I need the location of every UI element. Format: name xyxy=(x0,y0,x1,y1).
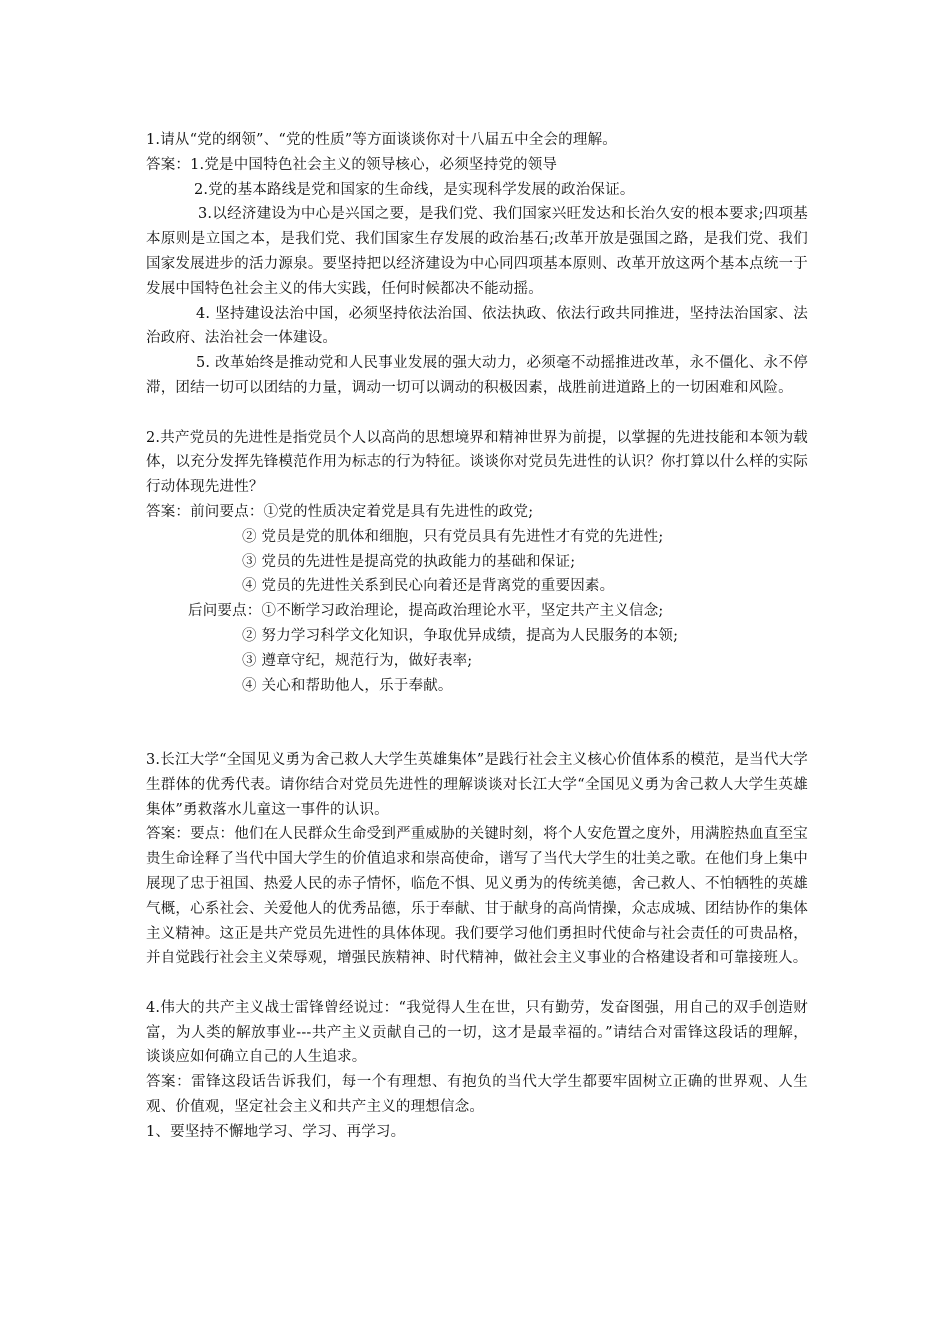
question-2-front-point-3: ③ 党员的先进性是提高党的执政能力的基础和保证; xyxy=(242,553,576,570)
question-4: 4.伟大的共产主义战士雷锋曾经说过：“我觉得人生在世，只有勤劳，发奋图强，用自己的双手创造财富，为人类的解放事业---共产主义贡献自己的一切，这才是最幸福的。”请结合对雷锋这段话的理解，谈谈应如何确立自己的人生追求。 xyxy=(146,999,808,1066)
spacer xyxy=(146,971,808,996)
question-2-back-point-3: ③ 遵章守纪，规范行为，做好表率; xyxy=(242,652,473,669)
question-2-back-point-2: ② 努力学习科学文化知识，争取优异成绩，提高为人民服务的本领; xyxy=(242,627,679,644)
question-1-answer-5: 5. 改革始终是推动党和人民事业发展的强大动力，必须毫不动摇推进改革，永不僵化、永不停滞，团结一切可以团结的力量，调动一切可以调动的积极因素，战胜前进道路上的一切困难和风险。 xyxy=(146,355,808,396)
question-1-answer-1: 答案：1.党是中国特色社会主义的领导核心，必须坚持党的领导 xyxy=(146,156,558,173)
question-1: 1.请从“党的纲领”、“党的性质”等方面谈谈你对十八届五中全会的理解。 xyxy=(146,132,617,148)
question-1-answer-4: 4. 坚持建设法治中国，必须坚持依法治国、依法执政、依法行政共同推进，坚持法治国家、法治政府、法治社会一体建设。 xyxy=(146,305,808,347)
spacer xyxy=(146,698,808,748)
question-2: 2.共产党员的先进性是指党员个人以高尚的思想境界和精神世界为前提，以掌握的先进技能和本领为载体，以充分发挥先锋模范作用为标志的行为特征。谈谈你对党员先进性的认识？你打算以什么样的实际行动体现先进性？ xyxy=(146,429,808,496)
question-3-answer: 答案：要点：他们在人民群众生命受到严重威胁的关键时刻，将个人安危置之度外，用满腔热血直至宝贵生命诠释了当代中国大学生的价值追求和崇高使命，谱写了当代大学生的壮美之歌。在他们身上集中展现了忠于祖国、热爱人民的赤子情怀，临危不惧、见义勇为的传统美德，舍己救人、不怕牺牲的英雄气概，心系社会、关爱他人的优秀品德，乐于奉献、甘于献身的高尚情操，众志成城、团结协作的集体主义精神。这正是共产党员先进性的具体体现。我们要学习他们勇担时代使命与社会责任的可贵品格，并自觉践行社会主义荣辱观，增强民族精神、时代精神，做社会主义事业的合格建设者和可靠接班人。 xyxy=(146,826,808,967)
question-1-answer-2: 2.党的基本路线是党和国家的生命线，是实现科学发展的政治保证。 xyxy=(194,181,635,198)
question-2-back-point-1: 后问要点：①不断学习政治理论，提高政治理论水平，坚定共产主义信念; xyxy=(188,603,664,620)
question-2-front-point-1: 答案：前问要点：①党的性质决定着党是具有先进性的政党; xyxy=(146,503,534,520)
question-2-back-point-4: ④ 关心和帮助他人，乐于奉献。 xyxy=(242,677,453,694)
question-4-answer: 答案：雷锋这段话告诉我们，每一个有理想、有抱负的当代大学生都要牢固树立正确的世界观、人生观、价值观，坚定社会主义和共产主义的理想信念。 xyxy=(146,1074,808,1116)
document-body xyxy=(146,128,808,1145)
question-1-answer-3: 3.以经济建设为中心是兴国之要，是我们党、我们国家兴旺发达和长治久安的根本要求;四项基本原则是立国之本，是我们党、我们国家生存发展的政治基石;改革开放是强国之路，是我们党、我们国家发展进步的活力源泉。要坚持把以经济建设为中心同四项基本原则、改革开放这两个基本点统一于发展中国特色社会主义的伟大实践，任何时候都决不能动摇。 xyxy=(146,206,808,297)
question-4-point-1: 1、要坚持不懈地学习、学习、再学习。 xyxy=(146,1123,406,1140)
spacer xyxy=(146,401,808,426)
question-2-front-point-2: ② 党员是党的肌体和细胞，只有党员具有先进性才有党的先进性; xyxy=(242,528,664,545)
question-3: 3.长江大学“全国见义勇为舍己救人大学生英雄集体”是践行社会主义核心价值体系的模范，是当代大学生群体的优秀代表。请你结合对党员先进性的理解谈谈对长江大学“全国见义勇为舍己救人大学生英雄集体”勇救落水儿童这一事件的认识。 xyxy=(146,751,808,818)
question-2-front-point-4: ④ 党员的先进性关系到民心向着还是背离党的重要因素。 xyxy=(242,578,615,595)
